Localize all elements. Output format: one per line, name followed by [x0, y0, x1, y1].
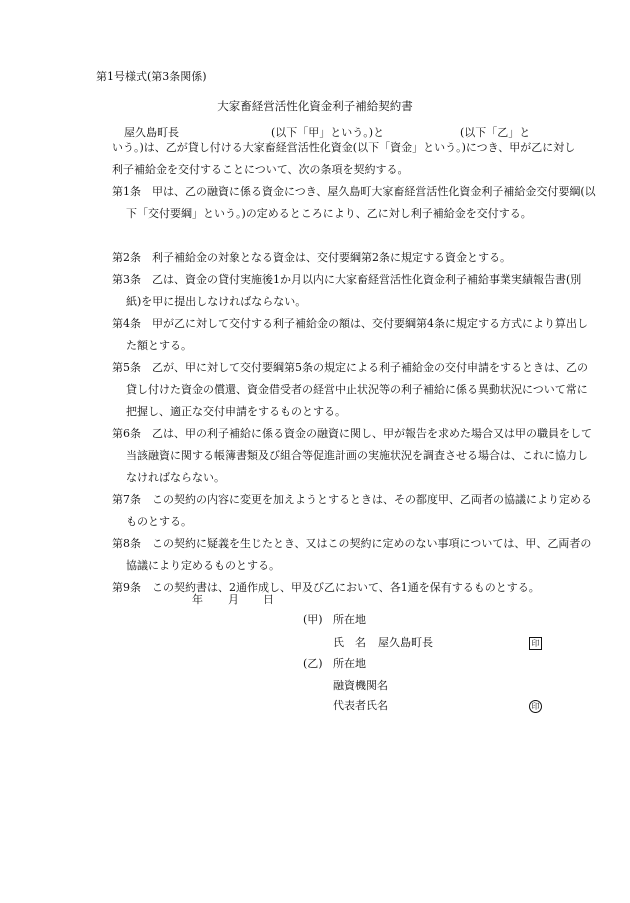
party-a-name-value: 屋久島町長 [378, 636, 433, 649]
article-number: 第7条 [112, 493, 141, 506]
article-text: 甲は、乙の融資に係る資金につき、屋久島町大家畜経営活性化資金利子補給金交付要綱(以下「交付要綱」という。)の定めるところにより、乙に対し利子補給金を交付する。 [126, 185, 596, 220]
party-a-seal-icon: 印 [529, 637, 542, 650]
article-number: 第5条 [112, 361, 141, 374]
preamble-party-a-alias: (以下「甲」という。)と [271, 126, 385, 139]
article-5 [112, 357, 596, 423]
date-month: 月 [228, 593, 239, 606]
date-day: 日 [263, 593, 274, 606]
article-7 [112, 489, 596, 533]
preamble-party-b-alias: (以下「乙」と [460, 126, 531, 139]
preamble-text: いう。)は、乙が貸し付ける大家畜経営活性化資金(以下「資金」という。)につき、甲が乙に対し利子補給金を交付することについて、次の条項を契約する。 [112, 141, 576, 176]
article-number: 第3条 [112, 273, 141, 286]
party-a-name-label: 氏 名 [333, 636, 366, 649]
article-2 [112, 247, 596, 269]
article-4 [112, 313, 596, 357]
preamble-party-a: 屋久島町長 [124, 126, 179, 139]
article-1 [112, 181, 596, 225]
article-6 [112, 423, 596, 489]
party-b-institution-label: 融資機関名 [333, 679, 388, 692]
date-year: 年 [192, 593, 203, 606]
article-3 [112, 269, 596, 313]
article-8 [112, 533, 596, 577]
party-b-label: (乙) [303, 657, 323, 670]
article-text: この契約書は、2通作成し、甲及び乙において、各1通を保有するものとする。 [152, 581, 540, 594]
party-a-label: (甲) [303, 613, 323, 626]
form-label: 第1号様式(第3条関係) [96, 70, 207, 83]
article-text: 利子補給金の対象となる資金は、交付要綱第2条に規定する資金とする。 [152, 251, 511, 264]
party-b-address-label: 所在地 [333, 657, 366, 670]
party-a-address-label: 所在地 [333, 613, 366, 626]
article-9 [112, 577, 596, 599]
article-text: この契約の内容に変更を加えようとするときは、その都度甲、乙両者の協議により定めるものとする。 [126, 493, 592, 528]
article-text: この契約に疑義を生じたとき、又はこの契約に定めのない事項については、甲、乙両者の協議により定めるものとする。 [126, 537, 592, 572]
party-b-representative-label: 代表者氏名 [333, 699, 388, 712]
article-number: 第4条 [112, 317, 141, 330]
article-text: 乙は、甲の利子補給に係る資金の融資に関し、甲が報告を求めた場合又は甲の職員をして当該融資に関する帳簿書類及び組合等促進計画の実施状況を調査させる場合は、これに協力しなければならない。 [126, 427, 592, 484]
party-b-seal-icon: 印 [529, 700, 542, 713]
article-number: 第2条 [112, 251, 141, 264]
article-number: 第9条 [112, 581, 141, 594]
article-number: 第1条 [112, 185, 141, 198]
article-text: 乙は、資金の貸付実施後1か月以内に大家畜経営活性化資金利子補給事業実績報告書(別紙)を甲に提出しなければならない。 [126, 273, 582, 308]
article-number: 第8条 [112, 537, 141, 550]
article-text: 乙が、甲に対して交付要綱第5条の規定による利子補給金の交付申請をするときは、乙の貸し付けた資金の償還、資金借受者の経営中止状況等の利子補給に係る異動状況について常に把握し、適正な交付申請をするものとする。 [126, 361, 588, 418]
article-text: 甲が乙に対して交付する利子補給金の額は、交付要綱第4条に規定する方式により算出した額とする。 [126, 317, 588, 352]
document-title: 大家畜経営活性化資金利子補給契約書 [217, 99, 413, 113]
article-number: 第6条 [112, 427, 141, 440]
